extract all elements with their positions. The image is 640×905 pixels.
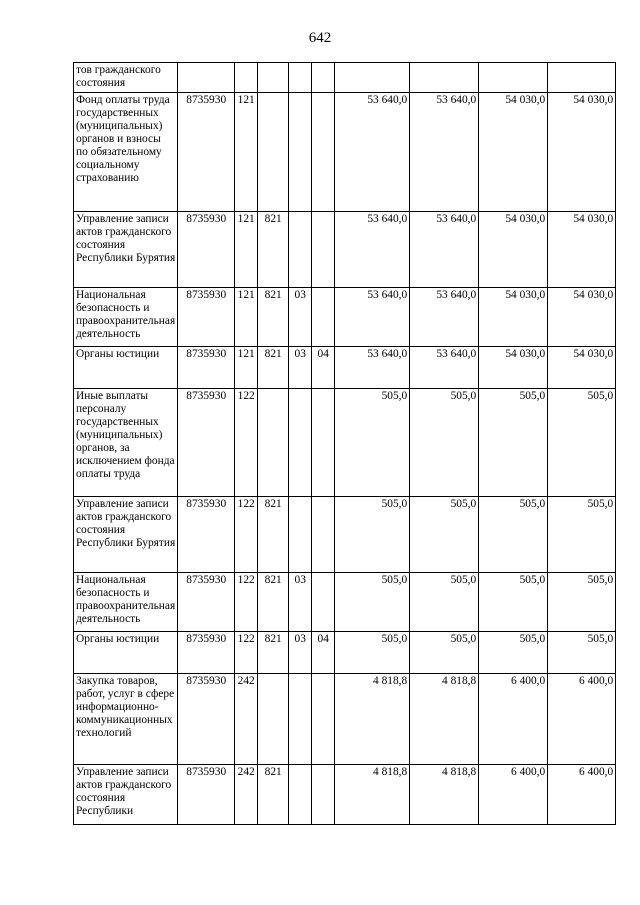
- amount-col-3-cell: [479, 674, 548, 765]
- row-name-cell: [74, 632, 178, 674]
- cell-text: 8735930: [186, 390, 227, 402]
- cell-text: 505,0: [381, 498, 408, 510]
- subsection-code-cell: [312, 288, 335, 347]
- ministry-code-cell: [258, 573, 289, 632]
- cell-text: Управление записи актов гражданского состояния Республики Бурятия: [76, 498, 176, 549]
- amount-col-2-cell: [410, 63, 479, 93]
- cell-text: 53 640,0: [367, 94, 408, 106]
- cell-text: Национальная безопасность и правоохранительная деятельность: [76, 574, 176, 625]
- cell-text: 04: [317, 633, 329, 645]
- cell-text: Фонд оплаты труда государственных (муниципальных) органов и взносы по обязательному социальному страхованию: [76, 94, 170, 184]
- amount-col-3-cell: [479, 347, 548, 389]
- target-article-code-cell: [178, 212, 235, 288]
- amount-col-1-cell: [335, 674, 410, 765]
- target-article-code-cell: [178, 93, 235, 212]
- cell-text: 54 030,0: [505, 348, 546, 360]
- cell-text: 04: [317, 348, 329, 360]
- cell-text: 821: [264, 289, 282, 301]
- cell-text: 53 640,0: [436, 348, 477, 360]
- amount-col-1-cell: [335, 632, 410, 674]
- cell-text: 122: [237, 574, 255, 586]
- amount-col-3-cell: [479, 497, 548, 573]
- cell-text: 505,0: [450, 633, 477, 645]
- table-row: [74, 573, 616, 632]
- table-row: [74, 63, 616, 93]
- amount-col-2-cell: [410, 632, 479, 674]
- target-article-code-cell: [178, 497, 235, 573]
- amount-col-3-cell: [479, 288, 548, 347]
- amount-col-4-cell: [548, 63, 616, 93]
- table-row: [74, 497, 616, 573]
- cell-text: 505,0: [381, 390, 408, 402]
- cell-text: 8735930: [186, 766, 227, 778]
- cell-text: 821: [264, 498, 282, 510]
- row-name-cell: [74, 497, 178, 573]
- table-row: [74, 93, 616, 212]
- cell-text: 122: [237, 498, 255, 510]
- amount-col-4-cell: [548, 573, 616, 632]
- cell-text: 4 818,8: [442, 675, 477, 687]
- cell-text: Органы юстиции: [76, 633, 160, 645]
- amount-col-2-cell: [410, 573, 479, 632]
- cell-text: 821: [264, 766, 282, 778]
- cell-text: 54 030,0: [573, 94, 614, 106]
- amount-col-4-cell: [548, 632, 616, 674]
- cell-text: 8735930: [186, 94, 227, 106]
- target-article-code-cell: [178, 573, 235, 632]
- cell-text: 821: [264, 213, 282, 225]
- amount-col-2-cell: [410, 93, 479, 212]
- ministry-code-cell: [258, 212, 289, 288]
- page-number: 642: [308, 30, 332, 46]
- expense-type-code-cell: [235, 674, 258, 765]
- cell-text: Закупка товаров, работ, услуг в сфере информационно-коммуникационных технологий: [76, 675, 175, 739]
- cell-text: 505,0: [519, 390, 546, 402]
- section-code-cell: [289, 93, 312, 212]
- target-article-code-cell: [178, 632, 235, 674]
- amount-col-4-cell: [548, 765, 616, 825]
- cell-text: 505,0: [450, 390, 477, 402]
- subsection-code-cell: [312, 497, 335, 573]
- amount-col-2-cell: [410, 389, 479, 497]
- cell-text: 53 640,0: [367, 348, 408, 360]
- section-code-cell: [289, 674, 312, 765]
- cell-text: 8735930: [186, 498, 227, 510]
- cell-text: 242: [237, 766, 255, 778]
- cell-text: 03: [294, 289, 306, 301]
- amount-col-3-cell: [479, 389, 548, 497]
- cell-text: 8735930: [186, 213, 227, 225]
- cell-text: 505,0: [587, 390, 614, 402]
- amount-col-3-cell: [479, 212, 548, 288]
- amount-col-4-cell: [548, 674, 616, 765]
- expense-type-code-cell: [235, 63, 258, 93]
- row-name-cell: [74, 212, 178, 288]
- expense-type-code-cell: [235, 93, 258, 212]
- cell-text: 54 030,0: [505, 289, 546, 301]
- cell-text: Органы юстиции: [76, 348, 160, 360]
- cell-text: 03: [294, 348, 306, 360]
- amount-col-4-cell: [548, 347, 616, 389]
- cell-text: Управление записи актов гражданского состояния Республики Бурятия: [76, 213, 176, 264]
- subsection-code-cell: [312, 212, 335, 288]
- amount-col-1-cell: [335, 573, 410, 632]
- amount-col-2-cell: [410, 765, 479, 825]
- cell-text: 54 030,0: [573, 289, 614, 301]
- table-row: [74, 212, 616, 288]
- amount-col-3-cell: [479, 765, 548, 825]
- amount-col-1-cell: [335, 389, 410, 497]
- amount-col-1-cell: [335, 765, 410, 825]
- subsection-code-cell: [312, 389, 335, 497]
- target-article-code-cell: [178, 347, 235, 389]
- section-code-cell: [289, 573, 312, 632]
- expense-type-code-cell: [235, 573, 258, 632]
- cell-text: тов гражданского состояния: [76, 64, 161, 89]
- amount-col-1-cell: [335, 93, 410, 212]
- row-name-cell: [74, 288, 178, 347]
- section-code-cell: [289, 765, 312, 825]
- expense-type-code-cell: [235, 212, 258, 288]
- cell-text: 505,0: [450, 498, 477, 510]
- section-code-cell: [289, 347, 312, 389]
- row-name-cell: [74, 573, 178, 632]
- amount-col-1-cell: [335, 497, 410, 573]
- amount-col-2-cell: [410, 674, 479, 765]
- amount-col-2-cell: [410, 497, 479, 573]
- table-row: [74, 674, 616, 765]
- cell-text: 6 400,0: [511, 675, 546, 687]
- amount-col-1-cell: [335, 347, 410, 389]
- amount-col-4-cell: [548, 212, 616, 288]
- target-article-code-cell: [178, 765, 235, 825]
- table-row: [74, 389, 616, 497]
- cell-text: 54 030,0: [505, 213, 546, 225]
- expense-type-code-cell: [235, 765, 258, 825]
- cell-text: Иные выплаты персоналу государственных (муниципальных) органов, за исключением фонда оплаты труда: [76, 390, 175, 480]
- cell-text: 121: [237, 289, 255, 301]
- ministry-code-cell: [258, 347, 289, 389]
- table-row: [74, 347, 616, 389]
- cell-text: 54 030,0: [573, 348, 614, 360]
- cell-text: 505,0: [519, 633, 546, 645]
- amount-col-1-cell: [335, 63, 410, 93]
- amount-col-1-cell: [335, 212, 410, 288]
- cell-text: 4 818,8: [442, 766, 477, 778]
- cell-text: 54 030,0: [505, 94, 546, 106]
- row-name-cell: [74, 93, 178, 212]
- table-row: [74, 632, 616, 674]
- cell-text: 53 640,0: [367, 213, 408, 225]
- subsection-code-cell: [312, 674, 335, 765]
- budget-table: [73, 62, 616, 825]
- amount-col-3-cell: [479, 632, 548, 674]
- cell-text: 505,0: [450, 574, 477, 586]
- section-code-cell: [289, 212, 312, 288]
- row-name-cell: [74, 347, 178, 389]
- cell-text: 53 640,0: [436, 213, 477, 225]
- ministry-code-cell: [258, 497, 289, 573]
- table-row: [74, 288, 616, 347]
- cell-text: 821: [264, 633, 282, 645]
- ministry-code-cell: [258, 63, 289, 93]
- expense-type-code-cell: [235, 632, 258, 674]
- row-name-cell: [74, 389, 178, 497]
- cell-text: 821: [264, 574, 282, 586]
- amount-col-3-cell: [479, 93, 548, 212]
- cell-text: 505,0: [519, 498, 546, 510]
- amount-col-4-cell: [548, 497, 616, 573]
- expense-type-code-cell: [235, 288, 258, 347]
- cell-text: 8735930: [186, 348, 227, 360]
- table-body: [74, 63, 616, 825]
- expense-type-code-cell: [235, 497, 258, 573]
- ministry-code-cell: [258, 93, 289, 212]
- cell-text: Национальная безопасность и правоохранительная деятельность: [76, 289, 176, 340]
- expense-type-code-cell: [235, 389, 258, 497]
- amount-col-3-cell: [479, 573, 548, 632]
- cell-text: 505,0: [587, 498, 614, 510]
- ministry-code-cell: [258, 389, 289, 497]
- cell-text: 6 400,0: [579, 766, 614, 778]
- cell-text: 121: [237, 94, 255, 106]
- row-name-cell: [74, 674, 178, 765]
- cell-text: 8735930: [186, 289, 227, 301]
- target-article-code-cell: [178, 389, 235, 497]
- cell-text: Управление записи актов гражданского состояния Республики: [76, 766, 172, 817]
- cell-text: 505,0: [587, 633, 614, 645]
- target-article-code-cell: [178, 63, 235, 93]
- cell-text: 121: [237, 348, 255, 360]
- amount-col-4-cell: [548, 93, 616, 212]
- amount-col-1-cell: [335, 288, 410, 347]
- subsection-code-cell: [312, 63, 335, 93]
- cell-text: 8735930: [186, 675, 227, 687]
- cell-text: 4 818,8: [373, 675, 408, 687]
- cell-text: 54 030,0: [573, 213, 614, 225]
- section-code-cell: [289, 288, 312, 347]
- cell-text: 6 400,0: [579, 675, 614, 687]
- amount-col-2-cell: [410, 212, 479, 288]
- section-code-cell: [289, 632, 312, 674]
- cell-text: 122: [237, 633, 255, 645]
- amount-col-2-cell: [410, 347, 479, 389]
- cell-text: 8735930: [186, 633, 227, 645]
- cell-text: 53 640,0: [367, 289, 408, 301]
- section-code-cell: [289, 497, 312, 573]
- subsection-code-cell: [312, 765, 335, 825]
- target-article-code-cell: [178, 288, 235, 347]
- section-code-cell: [289, 389, 312, 497]
- ministry-code-cell: [258, 632, 289, 674]
- cell-text: 505,0: [381, 574, 408, 586]
- subsection-code-cell: [312, 632, 335, 674]
- cell-text: 242: [237, 675, 255, 687]
- cell-text: 03: [294, 633, 306, 645]
- cell-text: 121: [237, 213, 255, 225]
- cell-text: 821: [264, 348, 282, 360]
- subsection-code-cell: [312, 93, 335, 212]
- cell-text: 53 640,0: [436, 94, 477, 106]
- cell-text: 53 640,0: [436, 289, 477, 301]
- ministry-code-cell: [258, 674, 289, 765]
- row-name-cell: [74, 765, 178, 825]
- amount-col-4-cell: [548, 389, 616, 497]
- ministry-code-cell: [258, 765, 289, 825]
- expense-type-code-cell: [235, 347, 258, 389]
- cell-text: 505,0: [587, 574, 614, 586]
- cell-text: 505,0: [381, 633, 408, 645]
- amount-col-4-cell: [548, 288, 616, 347]
- target-article-code-cell: [178, 674, 235, 765]
- cell-text: 8735930: [186, 574, 227, 586]
- section-code-cell: [289, 63, 312, 93]
- cell-text: 505,0: [519, 574, 546, 586]
- cell-text: 03: [294, 574, 306, 586]
- amount-col-2-cell: [410, 288, 479, 347]
- subsection-code-cell: [312, 573, 335, 632]
- subsection-code-cell: [312, 347, 335, 389]
- ministry-code-cell: [258, 288, 289, 347]
- table-row: [74, 765, 616, 825]
- amount-col-3-cell: [479, 63, 548, 93]
- cell-text: 122: [237, 390, 255, 402]
- cell-text: 4 818,8: [373, 766, 408, 778]
- row-name-cell: [74, 63, 178, 93]
- cell-text: 6 400,0: [511, 766, 546, 778]
